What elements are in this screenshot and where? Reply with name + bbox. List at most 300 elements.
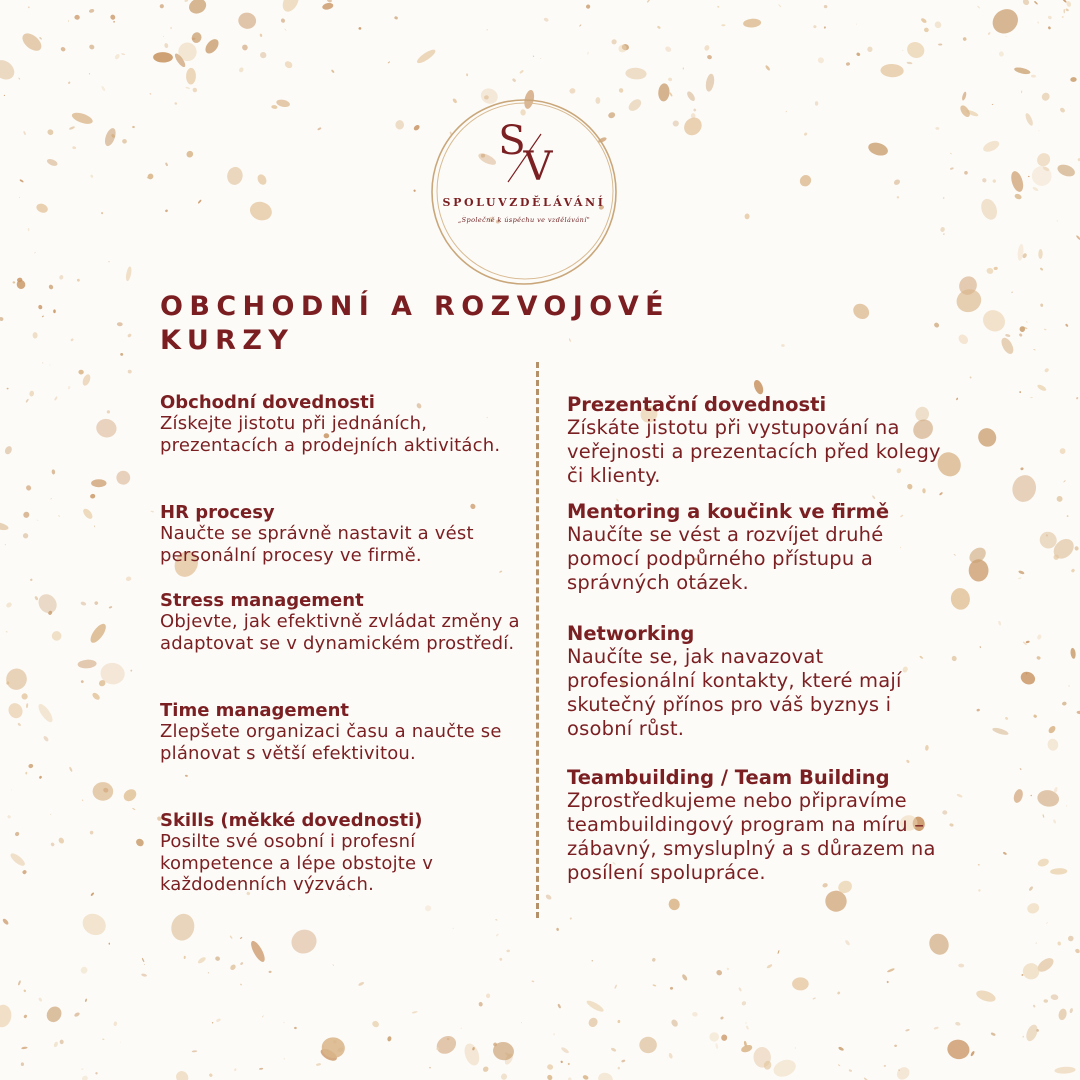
gold-speckle bbox=[1048, 26, 1052, 30]
gold-speckle bbox=[39, 37, 42, 40]
course-description: Zlepšete organizaci času a naučte se plánovat s větší efektivitou. bbox=[160, 721, 502, 764]
gold-speckle bbox=[22, 511, 30, 519]
gold-speckle bbox=[165, 162, 169, 166]
gold-speckle bbox=[933, 1026, 938, 1030]
gold-speckle bbox=[906, 61, 912, 64]
gold-speckle bbox=[1050, 868, 1067, 875]
gold-speckle bbox=[395, 120, 404, 130]
gold-speckle bbox=[80, 601, 86, 606]
gold-speckle bbox=[1028, 162, 1056, 190]
course-title: Time management bbox=[160, 700, 350, 721]
gold-speckle bbox=[18, 980, 22, 986]
gold-speckle bbox=[466, 73, 468, 76]
gold-speckle bbox=[848, 1069, 852, 1072]
gold-speckle bbox=[1005, 334, 1011, 338]
gold-speckle bbox=[683, 67, 684, 69]
gold-speckle bbox=[990, 1032, 996, 1037]
gold-speckle bbox=[127, 333, 132, 338]
gold-speckle bbox=[1054, 1066, 1076, 1074]
gold-speckle bbox=[1034, 1, 1038, 5]
gold-speckle bbox=[50, 842, 55, 847]
gold-speckle bbox=[1033, 349, 1036, 351]
gold-speckle bbox=[82, 799, 84, 801]
gold-speckle bbox=[135, 837, 146, 848]
gold-speckle bbox=[1018, 577, 1022, 579]
gold-speckle bbox=[884, 1065, 886, 1067]
gold-speckle bbox=[1067, 935, 1074, 942]
gold-speckle bbox=[692, 1012, 698, 1017]
gold-speckle bbox=[815, 101, 819, 106]
gold-speckle bbox=[1005, 36, 1007, 37]
course-item bbox=[160, 502, 530, 566]
gold-speckle bbox=[248, 199, 275, 223]
gold-speckle bbox=[23, 989, 27, 993]
gold-speckle bbox=[887, 968, 895, 973]
gold-speckle bbox=[838, 1064, 841, 1066]
gold-speckle bbox=[880, 64, 904, 78]
gold-speckle bbox=[560, 1046, 569, 1054]
gold-speckle bbox=[85, 998, 88, 1002]
gold-speckle bbox=[1034, 150, 1052, 168]
gold-speckle bbox=[121, 138, 128, 145]
gold-speckle bbox=[1059, 107, 1066, 114]
gold-speckle bbox=[9, 851, 27, 868]
gold-speckle bbox=[1057, 1008, 1067, 1021]
course-title: Obchodní dovednosti bbox=[160, 392, 375, 413]
gold-speckle bbox=[53, 1041, 59, 1048]
gold-speckle bbox=[74, 15, 80, 20]
course-description: Naučíte se vést a rozvíjet druhé pomocí podpůrného přístupu a správných otázek. bbox=[567, 523, 884, 594]
gold-speckle bbox=[617, 1020, 620, 1023]
gold-speckle bbox=[28, 228, 30, 232]
course-item bbox=[567, 622, 957, 741]
gold-speckle bbox=[159, 4, 164, 9]
gold-speckle bbox=[1065, 8, 1069, 12]
gold-speckle bbox=[424, 904, 432, 912]
gold-speckle bbox=[226, 166, 244, 186]
gold-speckle bbox=[998, 51, 1004, 58]
gold-speckle bbox=[1014, 193, 1023, 200]
gold-speckle bbox=[720, 1016, 724, 1020]
gold-speckle bbox=[1035, 942, 1037, 944]
gold-speckle bbox=[72, 146, 76, 149]
gold-speckle bbox=[394, 16, 398, 20]
course-title: HR procesy bbox=[160, 502, 275, 523]
gold-speckle bbox=[1019, 333, 1023, 337]
gold-speckle bbox=[950, 152, 953, 154]
gold-speckle bbox=[905, 1029, 910, 1032]
gold-speckle bbox=[90, 892, 94, 896]
gold-speckle bbox=[979, 646, 981, 648]
gold-speckle bbox=[1003, 851, 1008, 855]
gold-speckle bbox=[946, 1038, 971, 1061]
course-title: Mentoring a koučink ve firmě bbox=[567, 500, 890, 523]
gold-speckle bbox=[51, 630, 62, 641]
gold-speckle bbox=[1061, 16, 1064, 19]
gold-speckle bbox=[824, 26, 826, 29]
gold-speckle bbox=[240, 983, 242, 985]
gold-speckle bbox=[54, 396, 58, 401]
gold-speckle bbox=[185, 150, 194, 159]
gold-speckle bbox=[1037, 21, 1039, 24]
gold-speckle bbox=[499, 570, 503, 573]
column-divider bbox=[536, 362, 539, 918]
gold-speckle bbox=[25, 772, 27, 775]
gold-speckle bbox=[113, 21, 115, 23]
gold-speckle bbox=[197, 956, 207, 965]
gold-speckle bbox=[192, 87, 198, 93]
gold-speckle bbox=[824, 5, 828, 9]
gold-speckle bbox=[0, 316, 4, 321]
gold-speckle bbox=[657, 25, 661, 29]
gold-speckle bbox=[81, 373, 92, 387]
gold-speckle bbox=[51, 469, 55, 475]
gold-speckle bbox=[579, 24, 582, 27]
gold-speckle bbox=[19, 197, 20, 198]
gold-speckle bbox=[744, 213, 749, 219]
gold-speckle bbox=[28, 6, 30, 8]
gold-speckle bbox=[614, 984, 617, 989]
gold-speckle bbox=[259, 1068, 263, 1070]
gold-speckle bbox=[715, 969, 723, 976]
gold-speckle bbox=[229, 935, 233, 939]
gold-speckle bbox=[721, 24, 725, 26]
gold-speckle bbox=[240, 937, 243, 940]
gold-speckle bbox=[658, 83, 670, 102]
gold-speckle bbox=[6, 388, 8, 390]
gold-speckle bbox=[48, 284, 54, 290]
gold-speckle bbox=[141, 958, 144, 963]
course-item bbox=[160, 590, 530, 654]
gold-speckle bbox=[1030, 794, 1032, 796]
gold-speckle bbox=[68, 20, 69, 22]
gold-speckle bbox=[766, 964, 773, 970]
gold-speckle bbox=[894, 1044, 897, 1047]
gold-speckle bbox=[1063, 9, 1065, 13]
gold-speckle bbox=[955, 1021, 961, 1026]
gold-speckle bbox=[168, 911, 197, 943]
gold-speckle bbox=[993, 266, 998, 270]
gold-speckle bbox=[35, 202, 49, 214]
gold-speckle bbox=[546, 1074, 553, 1080]
gold-speckle bbox=[668, 1053, 673, 1060]
gold-speckle bbox=[668, 77, 673, 82]
gold-speckle bbox=[1040, 303, 1043, 307]
gold-speckle bbox=[958, 963, 964, 967]
gold-speckle bbox=[943, 197, 945, 199]
gold-speckle bbox=[1026, 902, 1041, 915]
gold-speckle bbox=[1024, 112, 1034, 127]
gold-speckle bbox=[4, 666, 29, 692]
gold-speckle bbox=[36, 702, 55, 724]
course-item bbox=[567, 393, 957, 488]
gold-speckle bbox=[35, 591, 61, 617]
course-title: Stress management bbox=[160, 590, 364, 611]
gold-speckle bbox=[12, 281, 15, 284]
gold-speckle bbox=[11, 789, 12, 791]
gold-speckle bbox=[53, 309, 56, 313]
course-description: Naučíte se, jak navazovat profesionální kontakty, které mají skutečný přínos pro váš byznys i osobní růst. bbox=[567, 645, 902, 740]
gold-speckle bbox=[1021, 961, 1041, 981]
gold-speckle bbox=[69, 766, 73, 772]
gold-speckle bbox=[29, 390, 35, 397]
gold-speckle bbox=[280, 18, 286, 24]
gold-speckle bbox=[461, 1028, 462, 1029]
gold-speckle bbox=[745, 1022, 748, 1023]
gold-speckle bbox=[60, 1039, 64, 1044]
course-description: Získáte jistotu při vystupování na veřejnosti a prezentacích před kolegy či klienty. bbox=[567, 416, 941, 487]
gold-speckle bbox=[130, 669, 132, 671]
gold-speckle bbox=[28, 763, 34, 768]
gold-speckle bbox=[611, 38, 618, 45]
gold-speckle bbox=[999, 336, 1016, 356]
gold-speckle bbox=[50, 814, 52, 815]
gold-speckle bbox=[647, 0, 651, 3]
gold-speckle bbox=[1018, 570, 1025, 575]
gold-speckle bbox=[547, 1064, 554, 1071]
gold-speckle bbox=[992, 726, 1010, 736]
gold-speckle bbox=[58, 515, 61, 518]
gold-speckle bbox=[91, 692, 101, 702]
gold-speckle bbox=[837, 991, 841, 995]
course-description: Zprostředkujeme nebo připravíme teambuildingový program na míru – zábavný, smysluplný a s důrazem na posílení spolupráce. bbox=[567, 789, 936, 884]
gold-speckle bbox=[813, 25, 817, 29]
gold-speckle bbox=[238, 66, 244, 73]
gold-speckle bbox=[283, 1057, 285, 1060]
gold-speckle bbox=[1037, 857, 1050, 867]
gold-speckle bbox=[923, 27, 929, 33]
gold-speckle bbox=[271, 105, 278, 110]
gold-speckle bbox=[452, 928, 454, 930]
gold-speckle bbox=[686, 90, 697, 102]
gold-speckle bbox=[672, 120, 679, 127]
gold-speckle bbox=[94, 601, 99, 606]
gold-speckle bbox=[670, 1018, 679, 1028]
course-item bbox=[160, 392, 530, 456]
gold-speckle bbox=[121, 787, 138, 804]
gold-speckle bbox=[1057, 220, 1059, 222]
gold-speckle bbox=[186, 68, 196, 85]
gold-speckle bbox=[259, 51, 267, 59]
gold-speckle bbox=[190, 31, 203, 45]
gold-speckle bbox=[726, 967, 729, 970]
gold-speckle bbox=[462, 1042, 482, 1068]
gold-speckle bbox=[569, 88, 576, 95]
gold-speckle bbox=[693, 108, 697, 112]
gold-speckle bbox=[1019, 391, 1021, 393]
gold-speckle bbox=[1059, 447, 1067, 455]
gold-speckle bbox=[992, 104, 994, 106]
gold-speckle bbox=[240, 962, 244, 966]
gold-speckle bbox=[856, 23, 858, 25]
gold-speckle bbox=[90, 831, 94, 835]
gold-speckle bbox=[19, 30, 44, 54]
gold-speckle bbox=[1040, 91, 1051, 102]
gold-speckle bbox=[415, 47, 437, 65]
gold-speckle bbox=[625, 67, 647, 80]
gold-speckle bbox=[667, 1056, 668, 1057]
course-item bbox=[160, 810, 530, 896]
gold-speckle bbox=[1014, 66, 1031, 75]
gold-speckle bbox=[986, 267, 994, 275]
gold-speckle bbox=[21, 692, 29, 700]
gold-speckle bbox=[1047, 725, 1057, 735]
gold-speckle bbox=[893, 178, 901, 186]
gold-speckle bbox=[582, 1074, 589, 1080]
gold-speckle bbox=[771, 1057, 798, 1080]
gold-speckle bbox=[5, 544, 6, 545]
gold-speckle bbox=[792, 977, 809, 990]
gold-speckle bbox=[587, 1016, 600, 1029]
gold-speckle bbox=[108, 261, 110, 263]
gold-speckle bbox=[36, 520, 38, 521]
gold-speckle bbox=[90, 493, 96, 499]
brand-logo bbox=[428, 96, 620, 288]
gold-speckle bbox=[288, 926, 320, 957]
gold-speckle bbox=[358, 981, 365, 986]
gold-speckle bbox=[626, 97, 643, 113]
gold-speckle bbox=[1063, 480, 1066, 483]
gold-speckle bbox=[117, 322, 123, 326]
gold-speckle bbox=[777, 950, 779, 954]
gold-speckle bbox=[1046, 922, 1048, 924]
gold-speckle bbox=[651, 957, 656, 962]
gold-speckle bbox=[621, 1059, 626, 1063]
gold-speckle bbox=[19, 179, 24, 183]
gold-speckle bbox=[89, 73, 90, 75]
gold-speckle bbox=[987, 32, 990, 36]
gold-speckle bbox=[560, 1060, 563, 1063]
gold-speckle bbox=[69, 126, 76, 131]
gold-speckle bbox=[610, 1047, 616, 1052]
gold-speckle bbox=[709, 1032, 719, 1042]
gold-speckle bbox=[585, 999, 605, 1014]
gold-speckle bbox=[81, 507, 94, 520]
gold-speckle bbox=[34, 596, 39, 601]
gold-speckle bbox=[70, 338, 74, 342]
gold-speckle bbox=[867, 140, 890, 157]
gold-speckle bbox=[933, 20, 942, 29]
gold-speckle bbox=[1043, 999, 1048, 1003]
gold-speckle bbox=[569, 917, 572, 920]
gold-speckle bbox=[332, 964, 334, 966]
gold-speckle bbox=[93, 782, 114, 801]
gold-speckle bbox=[371, 1020, 380, 1029]
gold-speckle bbox=[1042, 814, 1044, 818]
gold-speckle bbox=[1038, 249, 1043, 259]
gold-speckle bbox=[969, 376, 972, 379]
gold-speckle bbox=[153, 52, 173, 63]
gold-speckle bbox=[1019, 768, 1021, 771]
gold-speckle bbox=[184, 956, 186, 959]
gold-speckle bbox=[39, 775, 43, 779]
gold-speckle bbox=[185, 775, 188, 777]
gold-speckle bbox=[1036, 656, 1041, 661]
gold-speckle bbox=[1009, 170, 1025, 194]
gold-speckle bbox=[90, 174, 94, 178]
gold-speckle bbox=[795, 1047, 796, 1048]
gold-speckle bbox=[212, 1022, 213, 1023]
gold-speckle bbox=[1028, 886, 1033, 892]
gold-speckle bbox=[17, 722, 21, 726]
gold-speckle bbox=[961, 91, 967, 101]
gold-speckle bbox=[80, 966, 89, 975]
gold-speckle bbox=[141, 973, 147, 977]
gold-speckle bbox=[21, 1046, 28, 1049]
gold-speckle bbox=[38, 304, 43, 310]
gold-speckle bbox=[91, 479, 106, 487]
gold-speckle bbox=[988, 4, 1023, 38]
gold-speckle bbox=[1039, 267, 1043, 271]
gold-speckle bbox=[512, 78, 517, 83]
gold-speckle bbox=[1071, 568, 1076, 573]
gold-speckle bbox=[89, 8, 95, 13]
gold-speckle bbox=[317, 127, 322, 131]
gold-speckle bbox=[556, 928, 559, 932]
gold-speckle bbox=[294, 1027, 297, 1030]
gold-speckle bbox=[322, 2, 334, 11]
gold-speckle bbox=[163, 36, 164, 37]
gold-speckle bbox=[978, 889, 981, 892]
gold-speckle bbox=[192, 1050, 198, 1052]
gold-speckle bbox=[197, 199, 201, 204]
gold-speckle bbox=[1065, 323, 1069, 327]
gold-speckle bbox=[25, 398, 29, 403]
gold-speckle bbox=[78, 370, 84, 375]
gold-speckle bbox=[956, 793, 963, 798]
gold-speckle bbox=[101, 212, 103, 214]
gold-speckle bbox=[150, 510, 154, 512]
gold-speckle bbox=[587, 52, 589, 55]
gold-speckle bbox=[953, 286, 985, 316]
gold-speckle bbox=[935, 127, 939, 130]
gold-speckle bbox=[144, 964, 145, 965]
gold-speckle bbox=[969, 559, 989, 582]
gold-speckle bbox=[486, 993, 490, 998]
gold-speckle bbox=[120, 353, 123, 356]
gold-speckle bbox=[856, 52, 861, 57]
gold-speckle bbox=[0, 521, 9, 532]
gold-speckle bbox=[1062, 701, 1067, 706]
gold-speckle bbox=[0, 1004, 13, 1029]
gold-speckle bbox=[586, 4, 591, 9]
gold-speckle bbox=[43, 735, 50, 742]
gold-speckle bbox=[1021, 90, 1023, 93]
gold-speckle bbox=[94, 525, 96, 527]
gold-speckle bbox=[618, 1067, 620, 1070]
gold-speckle bbox=[717, 6, 720, 9]
gold-speckle bbox=[866, 46, 873, 53]
gold-speckle bbox=[1005, 716, 1009, 720]
course-item bbox=[567, 500, 957, 595]
gold-speckle bbox=[214, 956, 220, 962]
page-title bbox=[160, 290, 720, 358]
gold-speckle bbox=[71, 110, 95, 126]
gold-speckle bbox=[887, 981, 889, 983]
gold-speckle bbox=[741, 1000, 747, 1006]
gold-speckle bbox=[22, 532, 29, 539]
gold-speckle bbox=[1044, 367, 1050, 373]
gold-speckle bbox=[1020, 467, 1024, 471]
gold-speckle bbox=[1030, 397, 1033, 399]
gold-speckle bbox=[30, 579, 32, 581]
gold-speckle bbox=[964, 171, 968, 175]
gold-speckle bbox=[894, 1065, 912, 1080]
gold-speckle bbox=[519, 69, 524, 74]
gold-speckle bbox=[208, 972, 210, 974]
course-description: Získejte jistotu při jednáních, prezentacích a prodejních aktivitách. bbox=[160, 413, 501, 456]
gold-speckle bbox=[326, 0, 332, 3]
